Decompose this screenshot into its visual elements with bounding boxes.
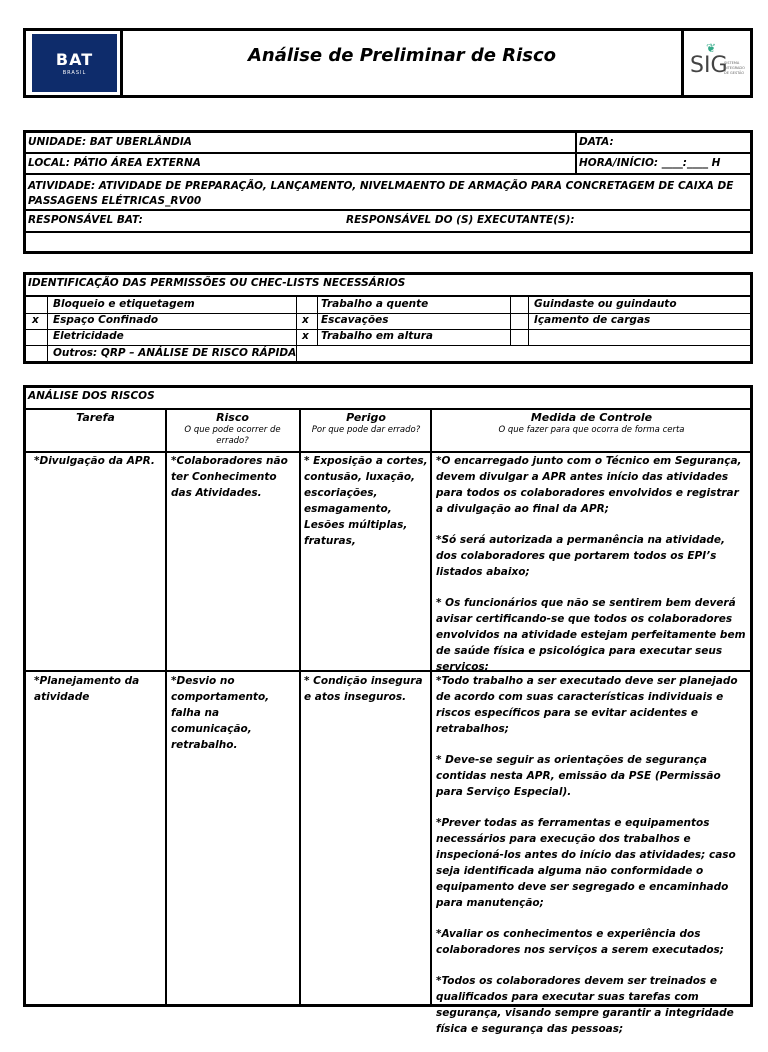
cell-divider <box>575 133 577 152</box>
col-divider <box>317 296 318 345</box>
permissions-section <box>23 272 753 364</box>
sig-logo <box>688 39 748 87</box>
document-header <box>23 28 753 98</box>
column-header-medida <box>433 411 750 436</box>
responsavel-row <box>26 211 750 233</box>
sig-logo-subtext: SISTEMA INTEGRADO DE GESTÃO <box>724 61 745 75</box>
permission-label: Espaço Confinado <box>53 314 159 326</box>
column-title: Tarefa <box>76 411 115 424</box>
permission-label: Eletricidade <box>53 330 124 342</box>
column-title: Perigo <box>346 411 386 424</box>
checkbox-mark[interactable]: x <box>32 314 39 326</box>
permission-label: Trabalho a quente <box>321 298 429 310</box>
col-divider <box>47 296 48 361</box>
column-header-tarefa <box>26 411 165 425</box>
risco-cell: *Desvio no comportamento, falha na comunicação, retrabalho. <box>171 675 270 751</box>
permission-label: Içamento de cargas <box>534 314 651 326</box>
bat-logo <box>32 34 117 92</box>
info-section <box>23 130 753 254</box>
document-title: Análise de Preliminar de Risco <box>247 45 556 66</box>
risco-cell: *Colaboradores não ter Conhecimento das Atividades. <box>171 455 288 499</box>
column-title: Risco <box>216 411 249 424</box>
unidade-field: UNIDADE: BAT UBERLÂNDIA <box>28 136 192 148</box>
atividade-field: ATIVIDADE: ATIVIDADE DE PREPARAÇÃO, LANÇAMENTO, NIVELMAENTO DE ARMAÇÃO PARA CONCRETAGEM DE CAIXA DE PASSAGENS ELÉTRICAS_RV00 <box>28 180 734 207</box>
medida-cell <box>436 453 746 690</box>
medida-item: * Deve-se seguir as orientações de segurança contidas nesta APR, emissão da PSE (Permissão para Serviço Especial). <box>436 754 721 798</box>
column-subtitle: O que fazer para que ocorra de forma certa <box>498 425 685 435</box>
column-header-risco <box>175 411 290 447</box>
medida-item: *O encarregado junto com o Técnico em Segurança, devem divulgar a APR antes início das atividades para todos os colaboradores envolvidos e registrar a divulgação ao final da APR; <box>436 455 742 515</box>
risk-section-title: ANÁLISE DOS RISCOS <box>28 390 155 402</box>
data-field: DATA: <box>579 136 614 148</box>
responsavel-bat-field: RESPONSÁVEL BAT: <box>28 214 143 226</box>
perigo-cell: * Exposição a cortes, contusão, luxação, escoriações, esmagamento, Lesões múltiplas, fraturas, <box>304 455 428 547</box>
hora-field: HORA/INÍCIO: ____:____ H <box>579 157 721 169</box>
local-field: LOCAL: PÁTIO ÁREA EXTERNA <box>28 157 201 169</box>
local-row <box>26 154 750 175</box>
col-divider <box>299 409 301 1004</box>
checkbox-mark[interactable]: x <box>302 330 309 342</box>
leaf-icon: ❦ <box>706 41 717 55</box>
column-subtitle: Por que pode dar errado? <box>311 425 421 435</box>
permission-label: Trabalho em altura <box>321 330 433 342</box>
permission-label: Bloqueio e etiquetagem <box>53 298 195 310</box>
permission-label: Guindaste ou guindauto <box>534 298 677 310</box>
bat-logo-subtext: BRASIL <box>62 70 87 76</box>
unidade-row <box>26 133 750 154</box>
col-divider <box>510 296 511 345</box>
risk-analysis-section <box>23 385 753 1035</box>
atividade-row <box>26 175 750 211</box>
header-divider <box>120 31 123 95</box>
row-divider <box>26 408 750 410</box>
tarefa-cell: *Divulgação da APR. <box>34 455 155 467</box>
tarefa-cell: *Planejamento da atividade <box>34 675 140 703</box>
outros-field: Outros: QRP – ANÁLISE DE RISCO RÁPIDA <box>53 347 297 359</box>
medida-item: *Todo trabalho a ser executado deve ser planejado de acordo com suas características individuais e riscos específicos para se evitar acidentes e retrabalhos; <box>436 675 738 735</box>
medida-item: * Os funcionários que não se sentirem bem deverá avisar certificando-se que todos os colaboradores envolvidos na atividade estejam perfeitamente bem de saúde física e psicológica para executar seus serviços; <box>436 597 746 673</box>
col-divider <box>165 409 167 1004</box>
perigo-cell: * Condição insegura e atos inseguros. <box>304 675 423 703</box>
row-divider <box>26 295 750 297</box>
column-subtitle: O que pode ocorrer de errado? <box>184 425 281 446</box>
responsavel-executante-field: RESPONSÁVEL DO (S) EXECUTANTE(S): <box>346 214 575 226</box>
header-divider <box>681 31 684 95</box>
checkbox-mark[interactable]: x <box>302 314 309 326</box>
col-divider <box>528 296 529 345</box>
bat-logo-text: BAT <box>55 50 94 69</box>
medida-cell <box>436 673 746 1052</box>
row-divider <box>26 345 750 346</box>
col-divider <box>430 409 432 1004</box>
permission-label: Escavações <box>321 314 389 326</box>
sig-logo-text: SIG <box>690 53 728 78</box>
medida-item: *Todos os colaboradores devem ser treinados e qualificados para executar suas tarefas com segurança, visando sempre garantir a integridade física e segurança das pessoas; <box>436 975 734 1035</box>
medida-item: *Avaliar os conhecimentos e experiência dos colaboradores nos serviços a serem executados; <box>436 928 724 956</box>
medida-item: *Só será autorizada a permanência na atividade, dos colaboradores que portarem todos os EPI’s listados abaixo; <box>436 534 726 578</box>
column-header-perigo <box>302 411 430 436</box>
cell-divider <box>575 154 577 173</box>
permissions-title: IDENTIFICAÇÃO DAS PERMISSÕES OU CHEC-LISTS NECESSÁRIOS <box>28 277 406 289</box>
column-title: Medida de Controle <box>530 411 653 424</box>
empty-row <box>26 233 750 251</box>
medida-item: *Prever todas as ferramentas e equipamentos necessários para execução dos trabalhos e inspecioná-los antes do início das atividades; caso seja identificada alguma não conformidade o equipamento deve ser segregado e encaminhado para manutenção; <box>436 817 736 909</box>
